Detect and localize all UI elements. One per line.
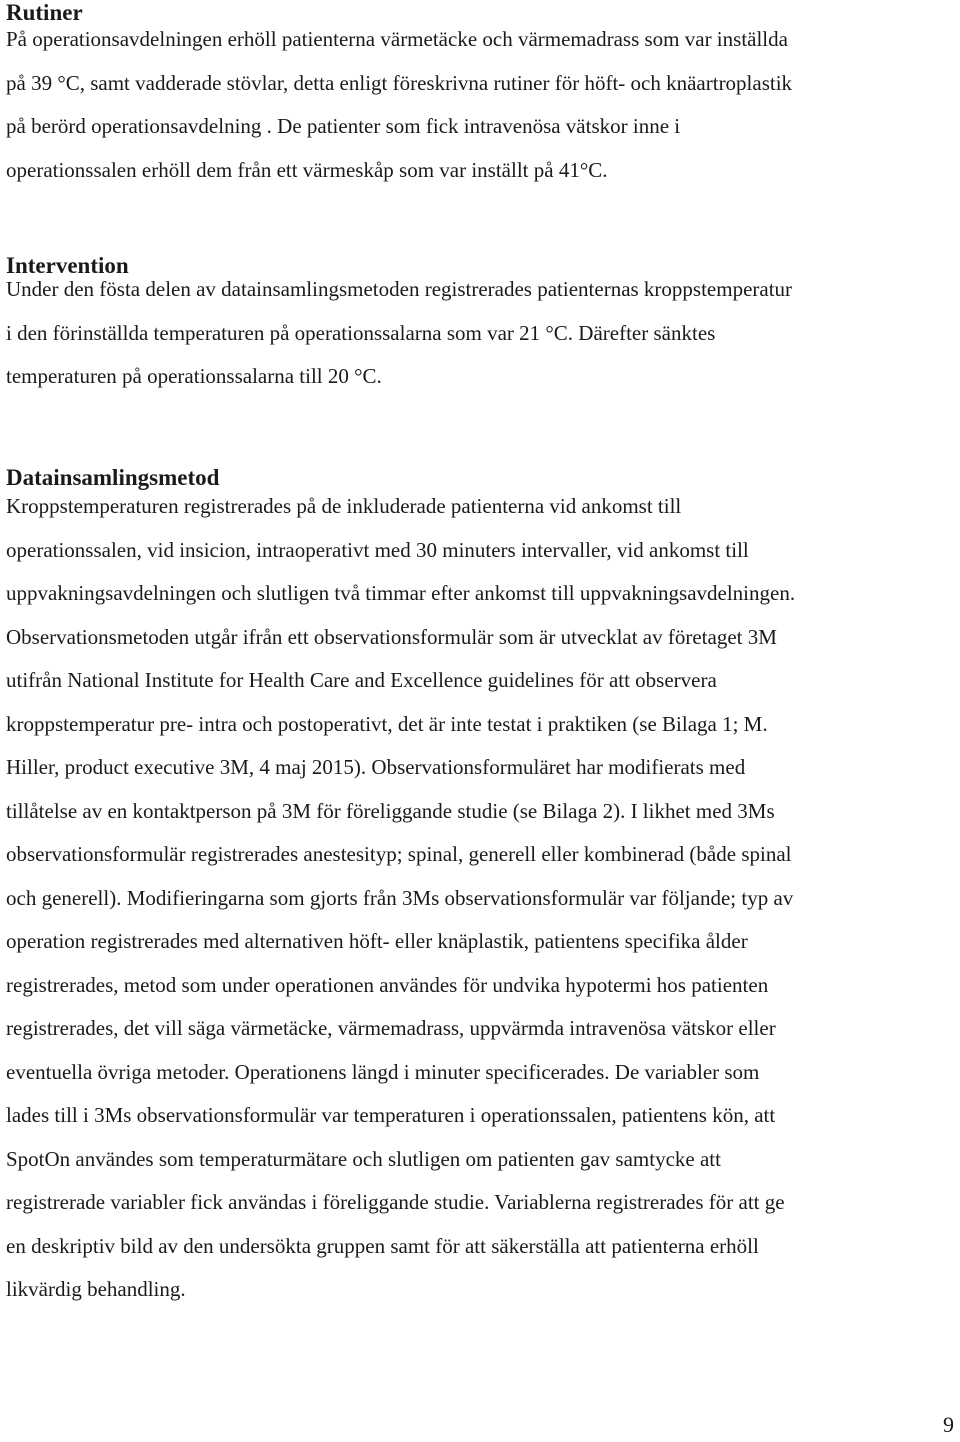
- text-line: utifrån National Institute for Health Care and Excellence guidelines för att observera: [6, 668, 717, 692]
- text-line: och generell). Modifieringarna som gjorts från 3Ms observationsformulär var följande; typ av: [6, 885, 794, 910]
- text-line: operationssalen erhöll dem från ett värmeskåp som var inställt på 41°C.: [6, 157, 608, 182]
- text-line: SpotOn användes som temperaturmätare och slutligen om patienten gav samtycke att: [6, 1146, 721, 1171]
- text-line: observationsformulär registrerades anestesityp; spinal, generell eller kombinerad (både spinal: [6, 842, 792, 866]
- text-line: Hiller, product executive 3M, 4 maj 2015). Observationsformuläret har modifierats med: [6, 755, 746, 779]
- paragraph-intervention: [6, 268, 956, 399]
- text-line: registrerade variabler fick användas i föreliggande studie. Variablerna registrerades för att ge: [6, 1190, 785, 1214]
- text-line: registrerades, det vill säga värmetäcke, värmemadrass, uppvärmda intravenösa vätskor eller: [6, 1016, 776, 1040]
- text-line: eventuella övriga metoder. Operationens längd i minuter specificerades. De variabler som: [6, 1059, 760, 1084]
- text-line: temperaturen på operationssalarna till 20 °C.: [6, 364, 382, 388]
- text-line: en deskriptiv bild av den undersökta gruppen samt för att säkerställa att patienterna erhöll: [6, 1233, 759, 1258]
- page-number: 9: [943, 1412, 954, 1437]
- text-line: uppvakningsavdelningen och slutligen två timmar efter ankomst till uppvakningsavdelningen.: [6, 581, 796, 605]
- paragraph-rutiner: [6, 18, 956, 192]
- section-heading-rutiner: Rutiner: [6, 0, 83, 25]
- text-line: på 39 °C, samt vadderade stövlar, detta enligt föreskrivna rutiner för höft- och knäartroplastik: [6, 70, 793, 95]
- section-heading-datainsamlingsmetod: Datainsamlingsmetod: [6, 465, 220, 490]
- text-line: Kroppstemperaturen registrerades på de inkluderade patienterna vid ankomst till: [6, 494, 682, 518]
- text-line: På operationsavdelningen erhöll patienterna värmetäcke och värmemadrass som var inställda: [6, 27, 788, 51]
- text-line: lades till i 3Ms observationsformulär var temperaturen i operationssalen, patientens kön, att: [6, 1103, 776, 1127]
- paragraph-datainsamlingsmetod: [6, 485, 958, 1312]
- text-line: Under den fösta delen av datainsamlingsmetoden registrerades patienternas kroppstemperatur: [6, 277, 793, 301]
- text-line: registrerades, metod som under operationen användes för undvika hypotermi hos patienten: [6, 972, 769, 997]
- section-heading-intervention: Intervention: [6, 253, 129, 278]
- text-line: kroppstemperatur pre- intra och postoperativt, det är inte testat i praktiken (se Bilaga 1; M.: [6, 711, 768, 736]
- text-line: i den förinställda temperaturen på operationssalarna som var 21 °C. Därefter sänktes: [6, 320, 716, 345]
- text-line: likvärdig behandling.: [6, 1277, 186, 1301]
- text-line: operationssalen, vid insicion, intraoperativt med 30 minuters intervaller, vid ankomst till: [6, 537, 749, 562]
- text-line: på berörd operationsavdelning . De patienter som fick intravenösa vätskor inne i: [6, 114, 681, 138]
- text-line: operation registrerades med alternativen höft- eller knäplastik, patientens specifika ålder: [6, 929, 748, 953]
- text-line: tillåtelse av en kontaktperson på 3M för föreliggande studie (se Bilaga 2). I likhet med 3Ms: [6, 798, 775, 823]
- text-line: Observationsmetoden utgår ifrån ett observationsformulär som är utvecklat av företaget 3M: [6, 624, 777, 649]
